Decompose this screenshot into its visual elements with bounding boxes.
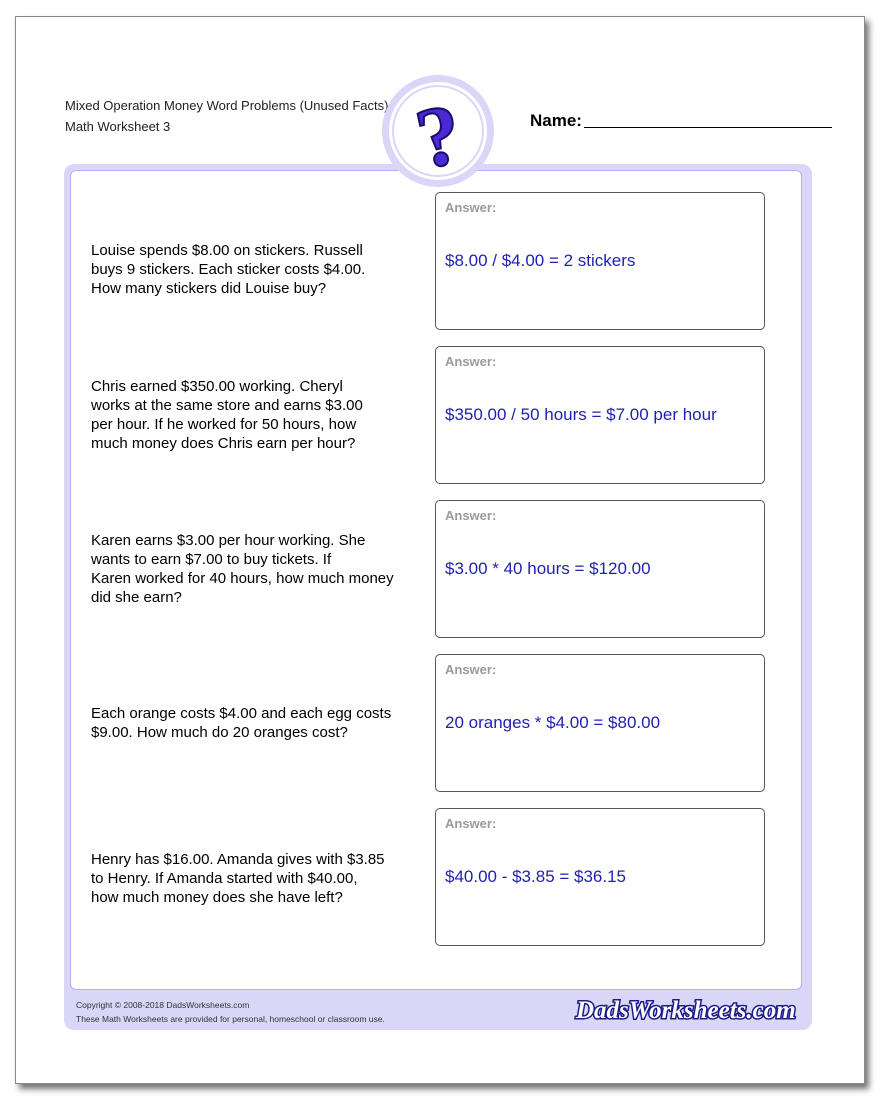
- svg-text:?: ?: [408, 84, 471, 188]
- usage-note: These Math Worksheets are provided for personal, homeschool or classroom use.: [76, 1014, 385, 1024]
- answer-box[interactable]: [435, 654, 765, 792]
- answer-text: $3.00 * 40 hours = $120.00: [445, 559, 651, 578]
- worksheet-subtitle: Math Worksheet 3: [65, 119, 171, 134]
- copyright-text: Copyright © 2008-2018 DadsWorksheets.com: [76, 1000, 250, 1010]
- answer-text: $8.00 / $4.00 = 2 stickers: [445, 251, 636, 270]
- answer-text: $40.00 - $3.85 = $36.15: [445, 867, 627, 886]
- answer-label: Answer:: [445, 816, 497, 831]
- dadsworksheets-logo: [572, 990, 808, 1028]
- answer-box[interactable]: [435, 500, 765, 638]
- problem-text: Louise spends $8.00 on stickers. Russell buys 9 stickers. Each sticker costs $4.00. How many stickers did Louise buy?: [91, 242, 366, 297]
- answer-text: 20 oranges * $4.00 = $80.00: [445, 713, 661, 732]
- answer-box[interactable]: [435, 808, 765, 946]
- answer-box[interactable]: [435, 346, 765, 484]
- answer-label: Answer:: [445, 508, 497, 523]
- answer-box[interactable]: [435, 192, 765, 330]
- problem-text: Each orange costs $4.00 and each egg costs $9.00. How much do 20 oranges cost?: [91, 705, 392, 741]
- answer-label: Answer:: [445, 662, 497, 677]
- answer-label: Answer:: [445, 354, 497, 369]
- answer-text: $350.00 / 50 hours = $7.00 per hour: [445, 405, 717, 424]
- worksheet-frame: [64, 164, 812, 1030]
- problem-text: Karen earns $3.00 per hour working. She wants to earn $7.00 to buy tickets. If Karen worked for 40 hours, how much money did she earn?: [91, 532, 394, 606]
- question-mark-icon: [380, 73, 496, 189]
- worksheet-title: Mixed Operation Money Word Problems (Unused Facts): [65, 98, 389, 113]
- answer-label: Answer:: [445, 200, 497, 215]
- name-label: Name:: [530, 111, 582, 130]
- name-input-line[interactable]: [584, 127, 832, 128]
- svg-text:DadsWorksheets.com: DadsWorksheets.com: [576, 997, 796, 1024]
- problems-area: [70, 170, 802, 990]
- problem-text: Henry has $16.00. Amanda gives with $3.85 to Henry. If Amanda started with $40.00, how much money does she have left?: [91, 851, 385, 906]
- problem-text: Chris earned $350.00 working. Cheryl works at the same store and earns $3.00 per hour. If he worked for 50 hours, how much money does Chris earn per hour?: [91, 378, 363, 452]
- worksheet-page: [15, 16, 865, 1084]
